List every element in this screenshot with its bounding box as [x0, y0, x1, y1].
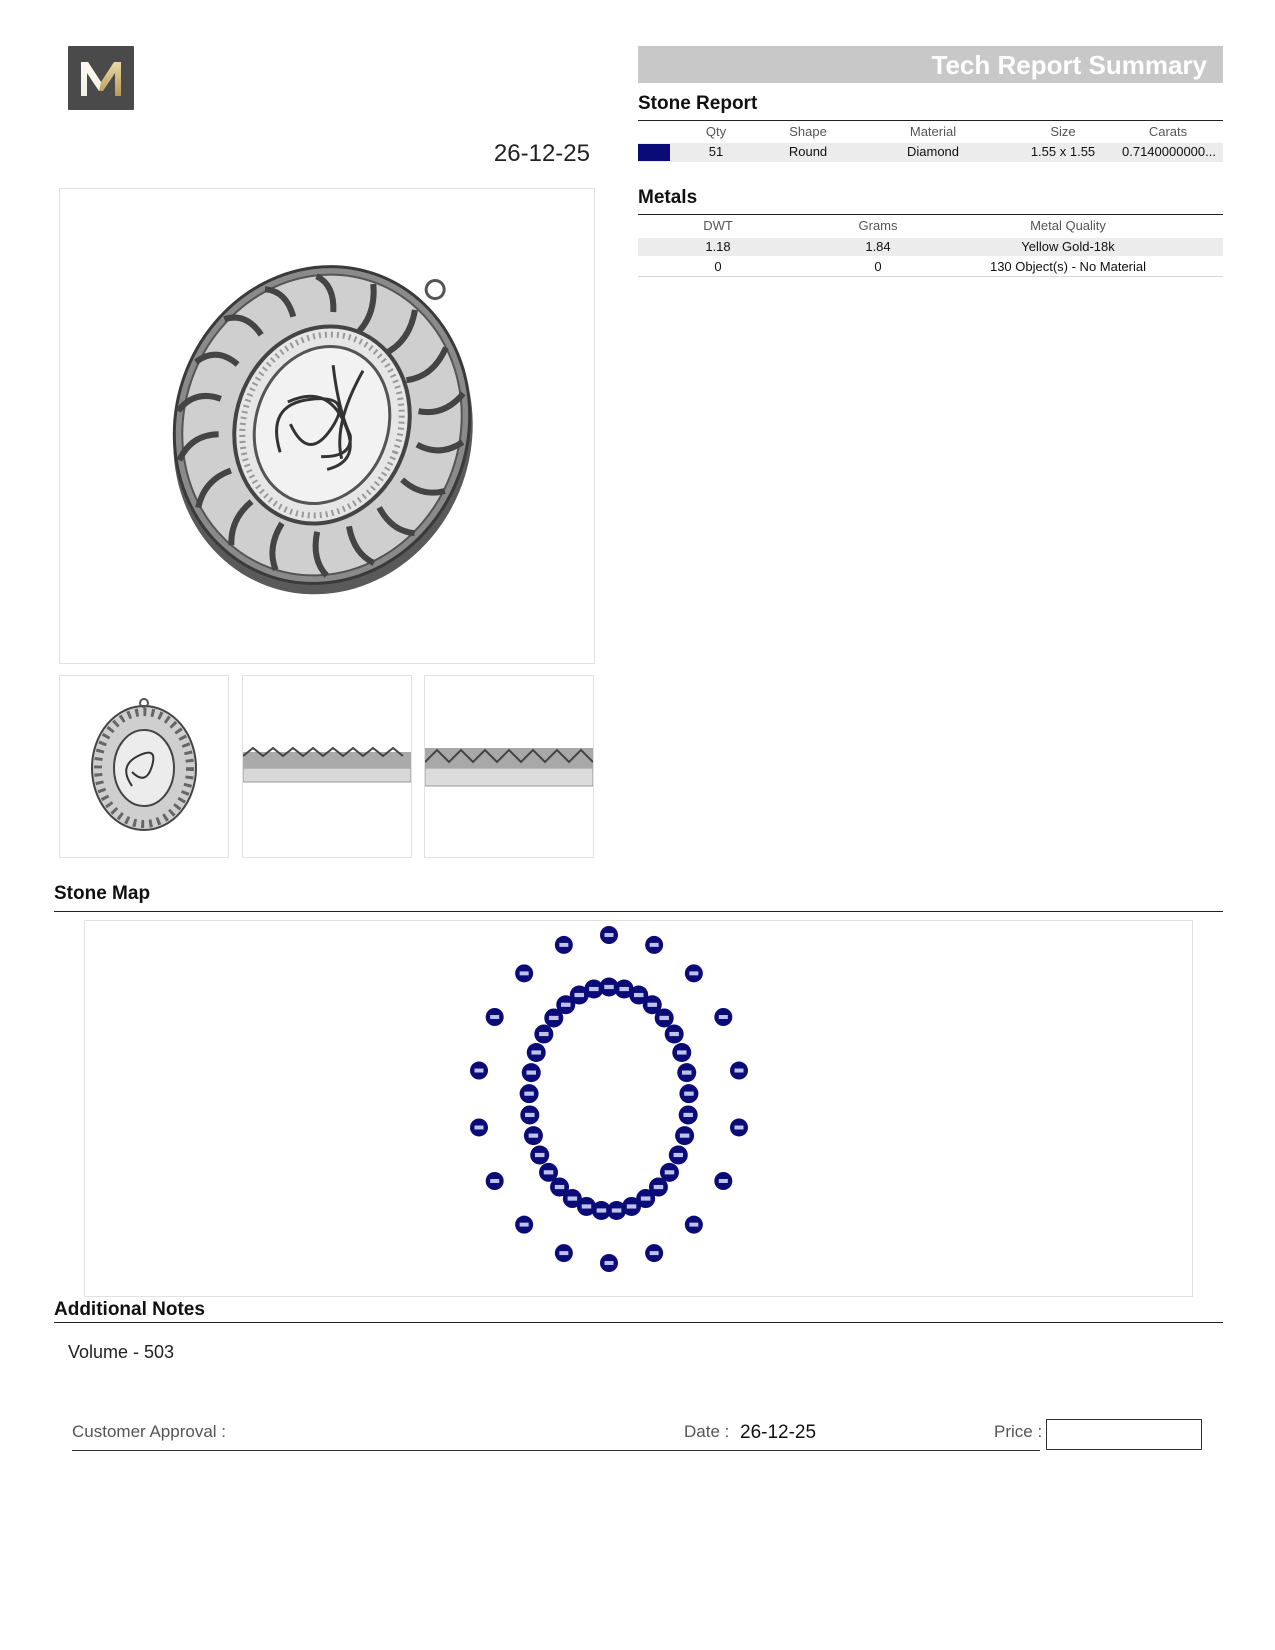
- column-header-metal-quality: Metal Quality: [1030, 218, 1106, 233]
- stone-marker: [677, 1063, 696, 1082]
- report-title: Tech Report Summary: [931, 50, 1207, 80]
- divider: [54, 1322, 1223, 1323]
- stone-marker: [669, 1146, 688, 1165]
- approval-date-label: Date :: [684, 1422, 730, 1441]
- divider: [638, 120, 1223, 121]
- stone-marker: [685, 1216, 703, 1234]
- additional-notes-heading: Additional Notes: [54, 1299, 205, 1320]
- column-header-material: Material: [909, 124, 957, 139]
- divider: [54, 911, 1223, 912]
- stone-report-heading: Stone Report: [638, 93, 758, 114]
- column-header-dwt: DWT: [703, 218, 733, 233]
- main-product-image: [59, 188, 595, 664]
- stone-table-row: [638, 143, 1223, 162]
- column-header-qty: Qty: [705, 124, 727, 139]
- stone-marker: [520, 1084, 539, 1103]
- stone-marker: [672, 1043, 691, 1062]
- stone-marker: [685, 964, 703, 982]
- company-logo: [68, 46, 134, 110]
- stone-material: Diamond: [906, 144, 960, 159]
- stone-size: 1.55 x 1.55: [1030, 144, 1096, 159]
- stone-marker: [515, 1216, 533, 1234]
- metal-quality: 130 Object(s) - No Material: [989, 259, 1147, 274]
- stone-marker: [539, 1163, 558, 1182]
- stone-marker: [714, 1008, 732, 1026]
- divider: [638, 276, 1223, 277]
- stone-marker: [555, 1244, 573, 1262]
- stone-marker: [645, 1244, 663, 1262]
- stone-marker: [675, 1126, 694, 1145]
- report-date: 26-12-25: [493, 140, 590, 167]
- metals-table-header: [638, 218, 1223, 236]
- stone-marker: [714, 1172, 732, 1190]
- stone-shape: Round: [788, 144, 828, 159]
- metals-table-row: [638, 238, 1223, 256]
- metals-table-row: [638, 258, 1223, 276]
- stone-marker: [730, 1062, 748, 1080]
- metal-dwt: 1.18: [705, 239, 731, 254]
- metal-grams: 1.84: [865, 239, 891, 254]
- metal-quality: Yellow Gold-18k: [1021, 239, 1115, 254]
- thumbnail-front[interactable]: [59, 675, 229, 858]
- customer-approval-label: Customer Approval :: [72, 1422, 227, 1441]
- stone-marker: [584, 980, 603, 999]
- metal-dwt: 0: [714, 259, 722, 274]
- stone-marker: [645, 936, 663, 954]
- column-header-grams: Grams: [858, 218, 898, 233]
- price-field[interactable]: [1046, 1419, 1202, 1450]
- stone-marker: [679, 1084, 698, 1103]
- stone-marker: [655, 1008, 674, 1027]
- metals-heading: Metals: [638, 187, 698, 208]
- stone-marker: [470, 1118, 488, 1136]
- stone-color-swatch: [638, 144, 670, 161]
- column-header-shape: Shape: [789, 124, 827, 139]
- divider: [638, 214, 1223, 215]
- stone-map-heading: Stone Map: [54, 883, 151, 904]
- stone-marker: [527, 1043, 546, 1062]
- stone-map: [84, 920, 1193, 1297]
- stone-qty: 51: [708, 144, 724, 159]
- stone-map-canvas: [85, 921, 1192, 1296]
- report-title-bar: [638, 46, 1223, 83]
- price-label: Price :: [994, 1422, 1043, 1441]
- stone-marker: [515, 964, 533, 982]
- stone-marker: [679, 1105, 698, 1124]
- stone-marker: [530, 1146, 549, 1165]
- notes-text: Volume - 503: [68, 1342, 175, 1362]
- thumbnail-angle[interactable]: [424, 675, 594, 858]
- approval-date-value: 26-12-25: [740, 1422, 817, 1443]
- stone-marker: [524, 1126, 543, 1145]
- stone-marker: [520, 1105, 539, 1124]
- stone-marker: [534, 1025, 553, 1044]
- stone-table-header: [638, 124, 1223, 142]
- stone-marker: [730, 1118, 748, 1136]
- column-header-carats: Carats: [1148, 124, 1188, 139]
- stone-marker: [470, 1062, 488, 1080]
- stone-marker: [665, 1025, 684, 1044]
- stone-marker: [555, 936, 573, 954]
- stone-marker: [600, 1254, 618, 1272]
- stone-marker: [486, 1008, 504, 1026]
- metal-grams: 0: [874, 259, 882, 274]
- signature-line: [72, 1450, 1040, 1451]
- stone-carats: 0.7140000000...: [1122, 144, 1216, 159]
- stone-marker: [522, 1063, 541, 1082]
- stone-marker: [486, 1172, 504, 1190]
- thumbnail-side[interactable]: [242, 675, 412, 858]
- stone-marker: [600, 926, 618, 944]
- column-header-size: Size: [1050, 124, 1076, 139]
